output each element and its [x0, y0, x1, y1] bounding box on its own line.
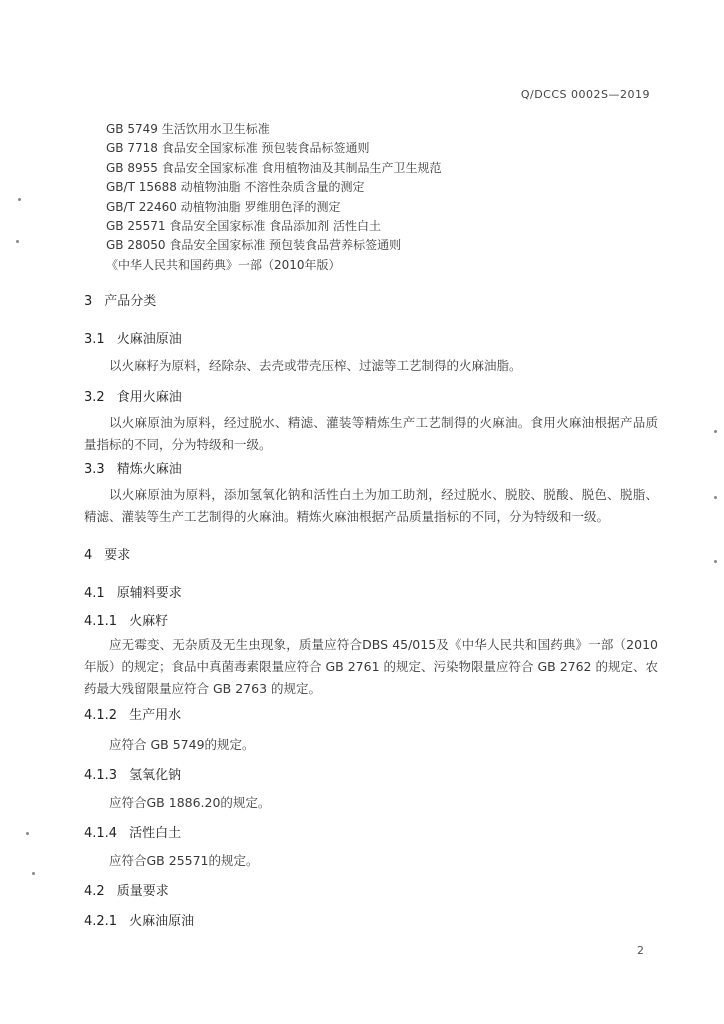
reference-item: GB 28050 食品安全国家标准 预包装食品营养标签通则: [106, 238, 402, 253]
scan-speck: [26, 832, 29, 835]
standard-code: Q/DCCS 0002S—2019: [520, 88, 650, 101]
heading-title: 质量要求: [116, 884, 169, 899]
reference-item: GB 25571 食品安全国家标准 食品添加剂 活性白土: [106, 219, 381, 234]
heading-title: 火麻油原油: [116, 332, 182, 347]
paragraph-3-2: 以火麻原油为原料，经过脱水、精滤、灌装等精炼生产工艺制得的火麻油。食用火麻油根据产品质量指标的不同，分为特级和一级。: [84, 415, 658, 452]
normative-references-list: [106, 120, 666, 275]
heading-title: 食用火麻油: [116, 390, 182, 405]
reference-item: GB/T 22460 动植物油脂 罗维朋色泽的测定: [106, 199, 341, 214]
section-heading-4: [84, 544, 130, 563]
scan-speck: [714, 430, 717, 433]
paragraph-3-3: 以火麻原油为原料，添加氢氧化钠和活性白土为加工助剂，经过脱水、脱胶、脱酸、脱色、脱脂、精滤、灌装等生产工艺制得的火麻油。精炼火麻油根据产品质量指标的不同，分为特级和一级。: [84, 487, 658, 524]
reference-item: GB/T 15688 动植物油脂 不溶性杂质含量的测定: [106, 180, 365, 195]
heading-number: 3.2: [84, 390, 105, 405]
heading-number: 4.1: [84, 586, 105, 601]
reference-item: 《中华人民共和国药典》一部（2010年版）: [106, 257, 341, 272]
heading-number: 4: [84, 548, 93, 563]
section-heading-4-1-2: [84, 704, 181, 723]
scan-speck: [18, 198, 21, 201]
section-heading-4-1-4: [84, 822, 181, 841]
heading-number: 4.1.2: [84, 708, 118, 723]
paragraph-4-1-1: 应无霉变、无杂质及无生虫现象，质量应符合DBS 45/015及《中华人民共和国药典》一部（2010年版）的规定；食品中真菌毒素限量应符合 GB 2761 的规定、污染物限量应符合 GB 2762 的规定、农药最大残留限量应符合 GB 2763 的规定。: [84, 637, 658, 696]
scan-speck: [714, 560, 717, 563]
paragraph-4-1-2: 应符合 GB 5749的规定。: [109, 737, 255, 752]
section-heading-4-1-3: [84, 764, 181, 783]
heading-title: 产品分类: [104, 294, 157, 309]
scan-speck: [714, 496, 717, 499]
section-heading-3-1: [84, 328, 182, 347]
heading-number: 4.2: [84, 884, 105, 899]
heading-title: 火麻籽: [129, 614, 169, 629]
page-number: 2: [637, 944, 644, 957]
section-heading-3: [84, 290, 156, 309]
paragraph-3-1: 以火麻籽为原料，经除杂、去壳或带壳压榨、过滤等工艺制得的火麻油脂。: [109, 358, 522, 373]
heading-number: 4.1.4: [84, 826, 118, 841]
heading-number: 4.1.1: [84, 614, 118, 629]
reference-item: GB 5749 生活饮用水卫生标准: [106, 122, 270, 136]
heading-number: 4.2.1: [84, 914, 118, 929]
section-heading-4-1: [84, 582, 182, 601]
heading-number: 4.1.3: [84, 768, 118, 783]
heading-title: 氢氧化钠: [129, 768, 182, 783]
heading-title: 原辅料要求: [116, 586, 182, 601]
heading-title: 要求: [104, 548, 131, 563]
heading-number: 3.1: [84, 332, 105, 347]
section-heading-3-2: [84, 386, 182, 405]
section-heading-4-2: [84, 880, 169, 899]
heading-title: 火麻油原油: [129, 914, 195, 929]
scan-speck: [16, 240, 19, 243]
reference-item: GB 8955 食品安全国家标准 食用植物油及其制品生产卫生规范: [106, 160, 442, 175]
scan-speck: [32, 872, 35, 875]
heading-number: 3: [84, 294, 93, 309]
section-heading-3-3: [84, 458, 182, 477]
heading-number: 3.3: [84, 462, 105, 477]
section-heading-4-1-1: [84, 610, 168, 629]
paragraph-4-1-4: 应符合GB 25571的规定。: [109, 853, 259, 868]
paragraph-4-1-3: 应符合GB 1886.20的规定。: [109, 795, 271, 810]
heading-title: 生产用水: [129, 708, 182, 723]
heading-title: 精炼火麻油: [116, 462, 182, 477]
section-heading-4-2-1: [84, 910, 194, 929]
reference-item: GB 7718 食品安全国家标准 预包装食品标签通则: [106, 141, 370, 156]
heading-title: 活性白土: [129, 826, 182, 841]
